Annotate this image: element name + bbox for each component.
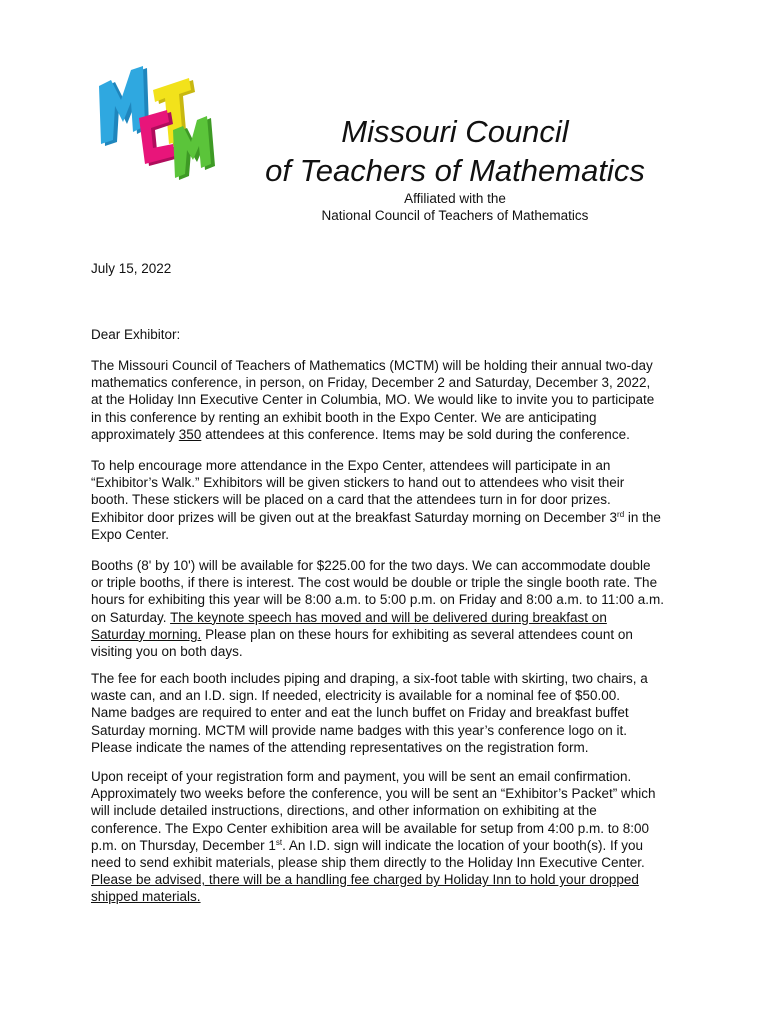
text-line: Saturday morning. MCTM will provide name badges with this year’s conference logo on it. (91, 722, 628, 738)
text-line: The Missouri Council of Teachers of Mathematics (MCTM) will be holding their annual two-day (91, 358, 653, 373)
text-line: hours for exhibiting this year will be 8:00 a.m. to 5:00 p.m. on Friday and 8:00 a.m. to 11:00 a.m. (91, 592, 665, 608)
text-line: Expo Center. (91, 526, 170, 542)
org-title-line2: of Teachers of Mathematics (265, 153, 645, 188)
text-line: waste can, and an I.D. sign. If needed, electricity is available for a nominal fee of $50.00. (91, 688, 621, 704)
text-line: in this conference by renting an exhibit booth in the Expo Center. We are anticipating (91, 409, 597, 425)
paragraph-registration (91, 768, 691, 906)
text-line: conference. The Expo Center exhibition area will be available for setup from 4:00 p.m. to 8:00 (91, 820, 650, 836)
text-line: need to send exhibit materials, please ship them directly to the Holiday Inn Executive Center. (91, 855, 645, 871)
text-line: Please indicate the names of the attending representatives on the registration form. (91, 739, 589, 755)
paragraph-booth-fee (91, 670, 691, 756)
text-line: The fee for each booth includes piping and draping, a six-foot table with skirting, two chairs, a (91, 671, 648, 686)
text-line: Booths (8' by 10') will be available for $225.00 for the two days. We can accommodate double (91, 558, 651, 573)
attendee-count: 350 (178, 426, 202, 442)
text-line: shipped materials. (91, 889, 201, 905)
text-line: or triple booths, if there is interest. The cost would be double or triple the single booth rate. The (91, 575, 658, 591)
text-line: booth. These stickers will be placed on a card that the attendees turn in for door prizes. (91, 492, 611, 508)
mctm-logo (97, 58, 219, 184)
text-line: mathematics conference, in person, on Friday, December 2 and Saturday, December 3, 2022, (91, 375, 651, 391)
letter-greeting: Dear Exhibitor: (91, 327, 181, 342)
text-line: p.m. on Thursday, December 1st. An I.D. sign will indicate the location of your booth(s). If you (91, 837, 644, 853)
text-line: at the Holiday Inn Executive Center in Columbia, MO. We would like to invite you to participate (91, 392, 655, 408)
paragraph-exhibitors-walk (91, 457, 691, 543)
paragraph-booths (91, 557, 691, 660)
text-line: Exhibitor door prizes will be given out at the breakfast Saturday morning on December 3rd in the (91, 509, 661, 525)
affiliation-line1: Affiliated with the (404, 191, 506, 206)
text-line: To help encourage more attendance in the Expo Center, attendees will participate in an (91, 458, 611, 473)
text-line: approximately 350 attendees at this conference. Items may be sold during the conference. (91, 426, 630, 442)
text-line: Approximately two weeks before the conference, you will be sent an “Exhibitor’s Packet” which (91, 786, 656, 802)
text-line: Saturday morning. Please plan on these hours for exhibiting as several attendees count on (91, 626, 633, 642)
text-line (91, 871, 691, 888)
text-line: visiting you on both days. (91, 644, 243, 660)
handling-fee-notice: Please be advised, there will be a handling fee charged by Holiday Inn to hold your dropped (91, 872, 639, 888)
text-line: Upon receipt of your registration form and payment, you will be sent an email confirmation. (91, 769, 632, 784)
text-line: Name badges are required to enter and eat the lunch buffet on Friday and breakfast buffet (91, 705, 629, 721)
text-line: will include detailed instructions, directions, and other information on exhibiting at the (91, 803, 597, 819)
affiliation-line2: National Council of Teachers of Mathematics (321, 208, 589, 223)
paragraph-conference (91, 357, 691, 443)
text-line: “Exhibitor’s Walk.” Exhibitors will be given stickers to hand out to attendees who visit their (91, 475, 625, 491)
letter-date: July 15, 2022 (91, 261, 172, 276)
text-line: on Saturday. The keynote speech has moved and will be delivered during breakfast on (91, 609, 607, 625)
org-title-line1: Missouri Council (341, 114, 569, 149)
keynote-notice: The keynote speech has moved and will be delivered during breakfast on (170, 609, 607, 625)
